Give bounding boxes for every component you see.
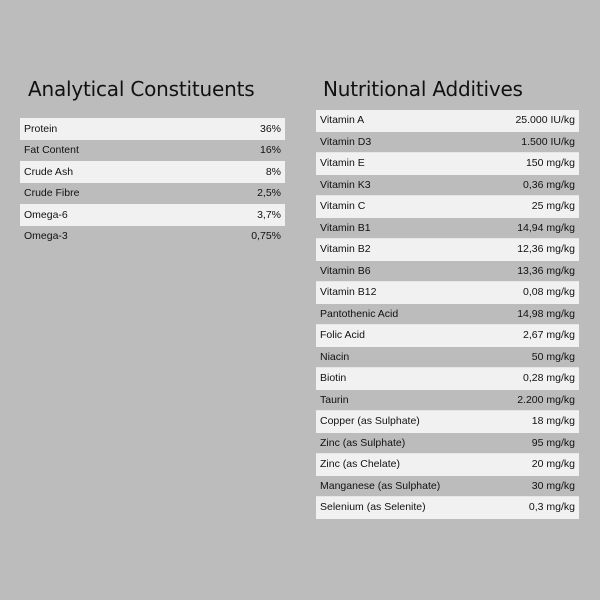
row-value: 8% <box>265 165 281 178</box>
row-label: Taurin <box>320 393 349 406</box>
row-value: 2,67 mg/kg <box>523 329 575 342</box>
row-value: 0,28 mg/kg <box>523 372 575 385</box>
row-value: 3,7% <box>257 208 281 221</box>
table-row <box>316 347 579 369</box>
row-value: 13,36 mg/kg <box>517 264 575 277</box>
row-value: 50 mg/kg <box>531 350 575 363</box>
table-row <box>20 161 285 183</box>
row-label: Crude Ash <box>24 165 74 178</box>
row-label: Copper (as Sulphate) <box>320 415 420 428</box>
row-value: 0,3 mg/kg <box>528 501 575 514</box>
row-label: Vitamin K3 <box>320 178 371 191</box>
row-label: Vitamin C <box>320 200 366 213</box>
table-row <box>20 140 285 162</box>
table-row <box>316 110 579 132</box>
table-row <box>20 183 285 205</box>
row-label: Folic Acid <box>320 329 365 342</box>
table-row <box>316 497 579 519</box>
row-label: Vitamin B6 <box>320 264 371 277</box>
row-value: 1.500 IU/kg <box>521 135 575 148</box>
row-label: Vitamin A <box>320 114 365 127</box>
row-value: 18 mg/kg <box>531 415 575 428</box>
table-row <box>316 153 579 175</box>
row-value: 14,98 mg/kg <box>517 307 575 320</box>
row-label: Manganese (as Sulphate) <box>320 479 441 492</box>
row-value: 25.000 IU/kg <box>515 114 575 127</box>
row-value: 30 mg/kg <box>531 479 575 492</box>
row-label: Vitamin B1 <box>320 221 371 234</box>
row-label: Fat Content <box>24 144 79 157</box>
table-row <box>20 118 285 140</box>
table-row <box>20 204 285 226</box>
row-label: Pantothenic Acid <box>320 307 399 320</box>
row-label: Vitamin E <box>320 157 365 170</box>
row-label: Niacin <box>320 350 350 363</box>
nutritional-additives-table <box>316 110 579 519</box>
table-row <box>316 218 579 240</box>
row-label: Omega-6 <box>24 208 68 221</box>
table-row <box>316 325 579 347</box>
table-row <box>20 226 285 248</box>
row-value: 20 mg/kg <box>531 458 575 471</box>
table-row <box>316 239 579 261</box>
table-row <box>316 411 579 433</box>
row-value: 25 mg/kg <box>531 200 575 213</box>
nutritional-additives-title: Nutritional Additives <box>323 77 523 101</box>
table-row <box>316 476 579 498</box>
table-row <box>316 433 579 455</box>
analytical-constituents-table <box>20 118 285 247</box>
row-label: Protein <box>24 122 58 135</box>
row-label: Crude Fibre <box>24 187 80 200</box>
row-value: 14,94 mg/kg <box>517 221 575 234</box>
row-value: 95 mg/kg <box>531 436 575 449</box>
row-label: Vitamin D3 <box>320 135 372 148</box>
table-row <box>316 132 579 154</box>
row-value: 0,08 mg/kg <box>523 286 575 299</box>
row-label: Vitamin B2 <box>320 243 371 256</box>
table-row <box>316 196 579 218</box>
table-row <box>316 304 579 326</box>
row-value: 0,75% <box>251 230 281 243</box>
table-row <box>316 368 579 390</box>
row-label: Zinc (as Chelate) <box>320 458 400 471</box>
analytical-constituents-title: Analytical Constituents <box>28 77 255 101</box>
table-row <box>316 390 579 412</box>
row-label: Biotin <box>320 372 347 385</box>
row-value: 2.200 mg/kg <box>517 393 575 406</box>
row-label: Omega-3 <box>24 230 68 243</box>
table-row <box>316 261 579 283</box>
table-row <box>316 175 579 197</box>
row-value: 0,36 mg/kg <box>523 178 575 191</box>
table-row <box>316 454 579 476</box>
row-label: Vitamin B12 <box>320 286 377 299</box>
row-label: Zinc (as Sulphate) <box>320 436 406 449</box>
row-value: 36% <box>259 122 281 135</box>
row-value: 150 mg/kg <box>525 157 575 170</box>
row-label: Selenium (as Selenite) <box>320 501 426 514</box>
table-row <box>316 282 579 304</box>
row-value: 2,5% <box>257 187 281 200</box>
row-value: 16% <box>259 144 281 157</box>
row-value: 12,36 mg/kg <box>517 243 575 256</box>
